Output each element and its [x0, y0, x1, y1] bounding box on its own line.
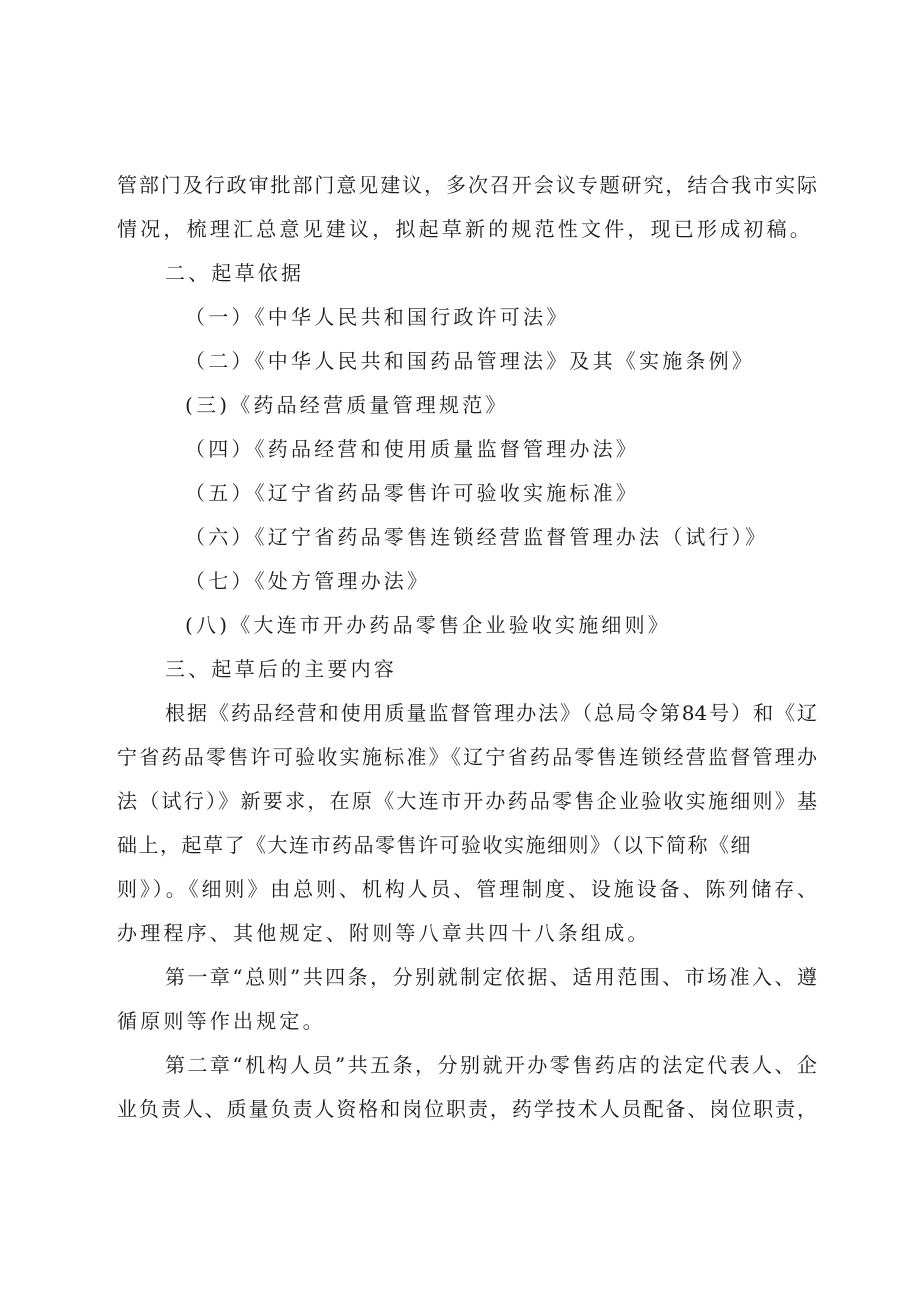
paragraph-line: 循原则等作出规定。 [117, 1009, 326, 1033]
paragraph-line: 法（试行）》新要求，在原《大连市开办药品零售企业验收实施细则》基 [117, 789, 817, 813]
paragraph-line: 础上，起草了《大连市药品零售许可验收实施细则》（以下简称《细 [117, 833, 752, 857]
paragraph-line: 业负责人、质量负责人资格和岗位职责，药学技术人员配备、岗位职责， [117, 1097, 817, 1121]
paragraph-line: 管部门及行政审批部门意见建议，多次召开会议专题研究，结合我市实际 [117, 173, 817, 197]
basis-item: (三)《药品经营质量管理规范》 [185, 393, 509, 417]
paragraph-line: 办理程序、其他规定、附则等八章共四十八条组成。 [117, 921, 651, 945]
basis-item: （七）《处方管理办法》 [185, 569, 431, 593]
basis-item: (八)《大连市开办药品零售企业验收实施细则》 [185, 613, 672, 637]
basis-item: （六）《辽宁省药品零售连锁经营监督管理办法（试行）》 [185, 525, 769, 549]
paragraph-line: 根据《药品经营和使用质量监督管理办法》（总局令第84号）和《辽 [165, 701, 817, 725]
basis-item: （四）《药品经营和使用质量监督管理办法》 [185, 437, 639, 461]
paragraph-line: 则》）。《细则》由总则、机构人员、管理制度、设施设备、陈列储存、 [117, 877, 817, 901]
paragraph-line: 第一章“总则”共四条，分别就制定依据、适用范围、市场准入、遵 [165, 965, 817, 989]
paragraph-line: 第二章“机构人员”共五条，分别就开办零售药店的法定代表人、企 [165, 1053, 817, 1077]
basis-item: （一）《中华人民共和国行政许可法》 [185, 305, 570, 329]
section-heading: 三、起草后的主要内容 [165, 657, 397, 681]
section-heading: 二、起草依据 [165, 261, 305, 285]
basis-item: （二）《中华人民共和国药品管理法》及其《实施条例》 [185, 349, 755, 373]
basis-item: （五）《辽宁省药品零售许可验收实施标准》 [185, 481, 639, 505]
paragraph-line: 宁省药品零售许可验收实施标准》《辽宁省药品零售连锁经营监督管理办 [117, 745, 817, 769]
paragraph-line: 情况，梳理汇总意见建议，拟起草新的规范性文件，现已形成初稿。 [117, 217, 813, 241]
